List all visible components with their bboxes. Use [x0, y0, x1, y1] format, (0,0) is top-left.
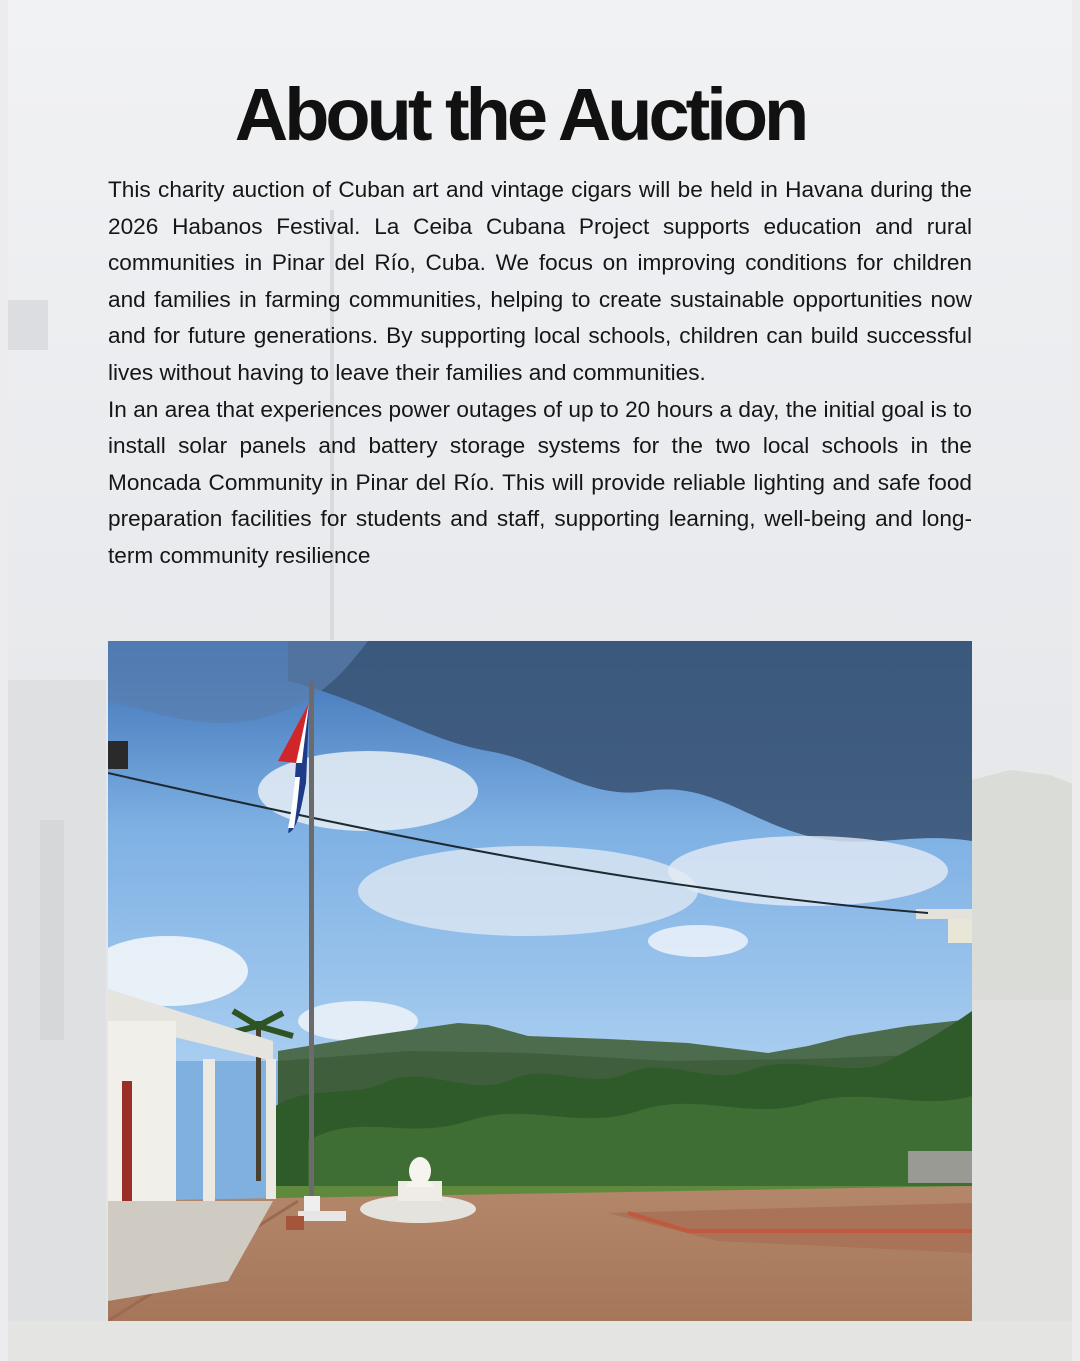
- page-title: About the Auction: [234, 73, 806, 156]
- body-text: [108, 172, 972, 575]
- school-courtyard-photo: [108, 641, 972, 1321]
- intro-paragraph: This charity auction of Cuban art and vintage cigars will be held in Havana during the 2026 Habanos Festival. La Ceiba Cubana Project supports education and rural communities in Pinar del Río, Cuba. We focus on improving conditions for children and families in farming communities, helping to create sustainable opportunities now and for future generations. By supporting local schools, children can build successful lives without having to leave their families and communities.: [108, 177, 972, 385]
- goal-paragraph: In an area that experiences power outages of up to 20 hours a day, the initial goal is to install solar panels and battery storage systems for the two local schools in the Moncada Community in Pinar del Río. This will provide reliable lighting and safe food preparation facilities for students and staff, supporting learning, well-being and long-term community resilience: [108, 396, 972, 568]
